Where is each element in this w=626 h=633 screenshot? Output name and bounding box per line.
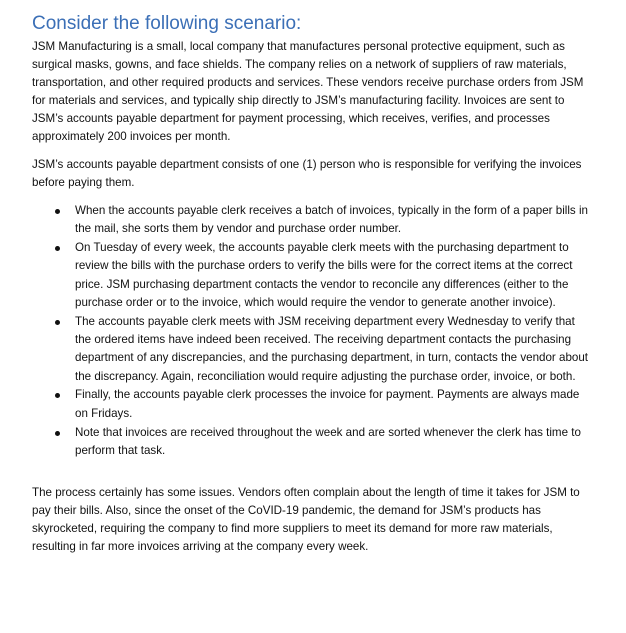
bullet-item-batch-sorting bbox=[32, 202, 594, 239]
bullet-icon bbox=[55, 431, 60, 436]
bullet-text: Finally, the accounts payable clerk processes the invoice for payment. Payments are always made on Fridays. bbox=[75, 388, 580, 420]
process-bullet-list bbox=[32, 202, 594, 460]
closing-paragraph: The process certainly has some issues. Vendors often complain about the length of time it takes for JSM to pay their bills. Also, since the onset of the CoVID-19 pandemic, the demand for JSM’s products has skyrocketed, requiring the company to find more suppliers to meet its demand for more raw materials, resulting in far more invoices arriving at the company every week. bbox=[32, 486, 580, 554]
bullet-item-sorting-note bbox=[32, 424, 594, 461]
bullet-text: Note that invoices are received throughout the week and are sorted whenever the clerk has time to perform that task. bbox=[75, 425, 581, 457]
intro-paragraph: JSM Manufacturing is a small, local company that manufactures personal protective equipment, such as surgical masks, gowns, and face shields. The company relies on a network of suppliers of raw materials, transportation, and other required products and services. These vendors receive purchase orders from JSM for materials and services, and typically ship directly to JSM’s manufacturing facility. Invoices are sent to JSM’s accounts payable department for payment processing, which receives, verifies, and processes approximately 200 invoices per month. bbox=[32, 40, 584, 143]
bullet-text: On Tuesday of every week, the accounts payable clerk meets with the purchasing department to review the bills with the purchase orders to verify the bills were for the correct items at the correct price. JSM purchasing department contacts the vendor to reconcile any differences (either to the purchase order or to the invoice, which would require the vendor to generate another invoice). bbox=[75, 241, 573, 309]
bullet-icon bbox=[55, 320, 60, 325]
bullet-item-tuesday-review bbox=[32, 239, 594, 312]
bullet-icon bbox=[55, 246, 60, 251]
bullet-item-wednesday-receiving bbox=[32, 313, 594, 386]
document-page bbox=[32, 12, 594, 566]
scenario-heading: Consider the following scenario: bbox=[32, 13, 302, 34]
department-paragraph: JSM’s accounts payable department consists of one (1) person who is responsible for verifying the invoices before paying them. bbox=[32, 158, 582, 189]
bullet-item-payment bbox=[32, 386, 594, 423]
bullet-icon bbox=[55, 209, 60, 214]
bullet-text: When the accounts payable clerk receives a batch of invoices, typically in the form of a paper bills in the mail, she sorts them by vendor and purchase order number. bbox=[75, 204, 588, 236]
bullet-text: The accounts payable clerk meets with JSM receiving department every Wednesday to verify that the ordered items have indeed been received. The receiving department contacts the purchasing department of any discrepancies, and the purchasing department, in turn, contacts the vendor about the discrepancy. Again, reconciliation would require adjusting the purchase order, invoice, or both. bbox=[75, 314, 589, 383]
bullet-icon bbox=[55, 393, 60, 398]
